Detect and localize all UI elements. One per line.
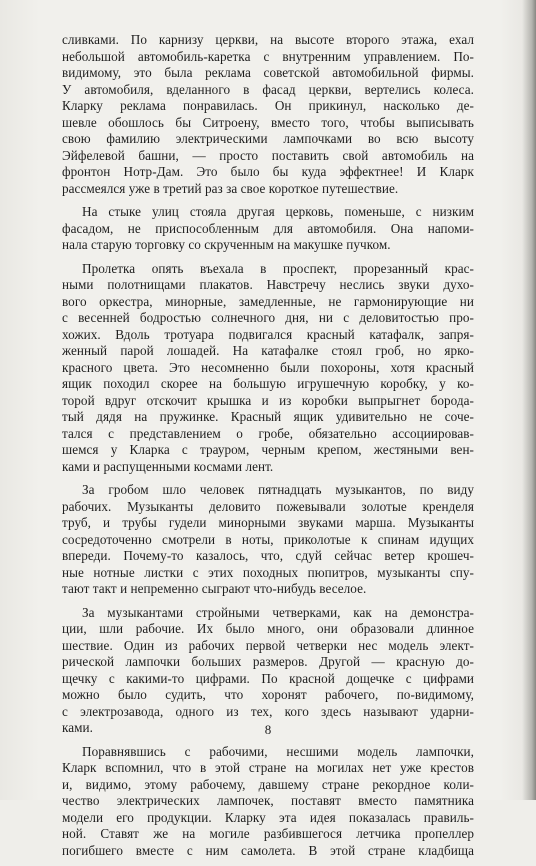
text-line: ками и распущенными космами лент. [62, 458, 274, 474]
text-line: ящик походил скорее на большую игрушечную коробку, у ко- [62, 376, 474, 391]
paragraph-2 [62, 204, 474, 254]
paragraph-4 [62, 482, 474, 598]
text-line: ными полотнищами плакатов. Навстречу неслись звуки духо- [62, 277, 474, 292]
text-line: сосредоточенно смотрели в ноты, приколотые к спинам идущих [62, 531, 474, 547]
text-line: рической лампочки больших размеров. Другой — красную до- [62, 654, 474, 669]
text-line: труб, и трубы гудели минорными звуками марша. Музыканты [62, 515, 474, 530]
text-line: За музыкантами стройными четверками, как на демонстра- [82, 604, 474, 620]
text-line: Пролетка опять въехала в проспект, прорезанный крас- [82, 260, 474, 276]
text-line: женный парой лошадей. На катафалке стоял гроб, но ярко- [62, 343, 474, 358]
text-line: с весенней бодростью солнечного дня, ни с деловитостью про- [62, 310, 474, 325]
paragraph-3 [62, 261, 474, 476]
text-line: Кларк вспомнил, что в этой стране на могилах нет уже крестов [62, 760, 474, 775]
text-line: тают такт и непременно сыграют что-нибудь веселое. [62, 581, 367, 596]
text-line: хожих. Вдоль тротуара подвигался красный катафалк, запря- [62, 326, 474, 342]
text-line: вого оркестра, минорные, замедленные, не гармонирующие ни [62, 293, 474, 309]
text-line: ции, шли рабочие. Их было много, они образовали длинное [62, 621, 474, 636]
text-line: красного цвета. Это несомненно были похороны, хотя красный [62, 359, 474, 375]
body-text [62, 32, 474, 866]
text-line: фасадом, не приспособленным для автомобиля. Она напоми- [62, 220, 474, 236]
text-line: тый дядя на пружинке. Красный ящик удивительно не соче- [62, 409, 474, 424]
text-line: чество электрических лампочек, поставят вместо памятника [62, 793, 474, 808]
text-line: За гробом шло человек пятнадцать музыкантов, по виду [82, 482, 474, 497]
text-line: и, видимо, этому рабочему, давшему стране рекордное коли- [62, 776, 474, 792]
text-line: ками. [62, 720, 94, 735]
paragraph-5 [62, 605, 474, 737]
text-line: модели его продукции. Кларку эта идея показалась правиль- [62, 809, 474, 825]
paragraph-1 [62, 32, 474, 197]
text-line: можно было судить, что хоронят рабочего, по-видимому, [62, 687, 474, 702]
text-line: нала старую торговку со скрученным на макушке пучком. [62, 237, 391, 252]
text-line: ной. Ставят же на могиле разбившегося летчика пропеллер [62, 826, 474, 841]
text-line: рабочих. Музыканты деловито пожевывали золотые кренделя [62, 498, 474, 514]
text-line: торой вдруг отскочит крышка и из коробки выпрыгнет борода- [62, 392, 474, 408]
paragraph-6 [62, 744, 474, 860]
text-line: небольшой автомобиль-каретка с внутренним управлением. По- [62, 48, 474, 64]
text-line: с электрозавода, одного из тех, кого здесь называют ударни- [62, 703, 474, 719]
text-line: щечку с какими-то цифрами. По красной дощечке с цифрами [62, 670, 474, 686]
text-line: Кларку реклама понравилась. Он прикинул, насколько де- [62, 98, 474, 113]
text-line: видимому, это была реклама советской автомобильной фирмы. [62, 65, 474, 80]
text-line: фронтон Нотр-Дам. Это было бы куда эффектнее! И Кларк [62, 164, 474, 179]
page-edge-shadow [522, 0, 536, 800]
text-line: тался с представлением о гробе, обязательно ассоциировав- [62, 425, 474, 441]
text-line: На стыке улиц стояла другая церковь, поменьше, с низким [82, 204, 474, 219]
text-line: свою фамилию электрическими лампочками во всю высоту [62, 131, 474, 146]
text-line: ные нотные листки с этих походных пюпитров, музыканты спу- [62, 564, 474, 580]
text-line: рассмеялся уже в третий раз за свое короткое путешествие. [62, 180, 399, 196]
text-line: Поравнявшись с рабочими, несшими модель лампочки, [82, 743, 474, 759]
text-line: У автомобиля, вделанного в фасад церкви, вертелись колеса. [62, 81, 474, 97]
text-line: впереди. Почему-то казалось, что, сдуй сейчас ветер крошеч- [62, 548, 474, 563]
text-line: Эйфелевой башни, — просто поставить свой автомобиль на [62, 147, 474, 163]
text-line: шествие. Один из рабочих первой четверки нес модель элект- [62, 637, 474, 653]
text-line: шевле обошлось бы Ситроену, вместо того, чтобы выписывать [62, 114, 474, 130]
page-number: 8 [264, 722, 272, 737]
text-line: сливками. По карнизу церкви, на высоте второго этажа, ехал [62, 32, 474, 47]
text-line: шемся у Кларка с трауром, черным крепом, жестяными вен- [62, 442, 474, 457]
text-line: погибшего вместе с ним самолета. В этой стране кладбища [62, 842, 474, 858]
